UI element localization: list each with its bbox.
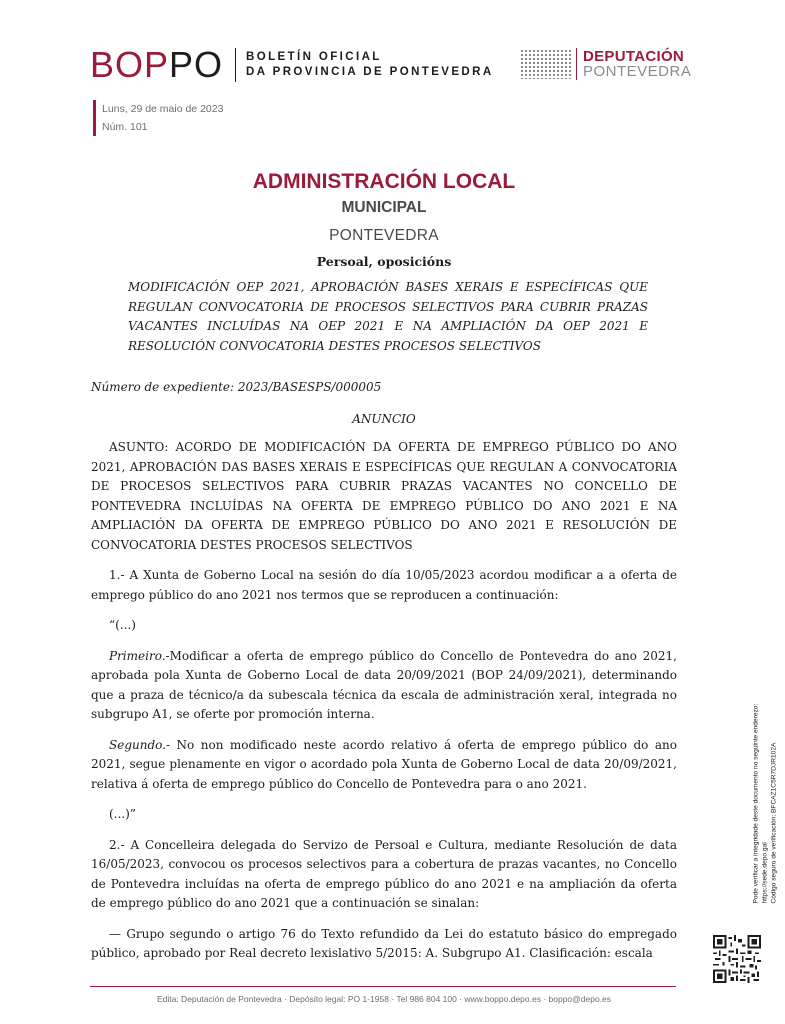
logo-divider	[235, 48, 236, 82]
section-category: Persoal, oposicións	[316, 254, 452, 269]
logo-subtitle: BOLETÍN OFICIAL DA PROVINCIA DE PONTEVEDRA	[246, 51, 494, 78]
anuncio-heading: ANUNCIO	[352, 411, 416, 426]
summary: MODIFICACIÓN OEP 2021, APROBACIÓN BASES XERAIS E ESPECÍFICAS QUE REGULAN CONVOCATORIA DE PROCESOS SELECTIVOS PARA CUBRIR PRAZAS VACANTES INCLUÍDAS NA OEP 2021 E NA AMPLIACIÓN DA OEP 2021 E RESOLUCIÓN CONVOCATORIA DESTES PROCESOS SELECTIVOS	[128, 280, 648, 353]
deputacion-name: DEPUTACIÓN	[583, 48, 685, 65]
issue-meta	[93, 100, 223, 136]
deputacion-province: PONTEVEDRA	[583, 63, 692, 80]
paragraph-2: 2.- A Concelleira delegada do Servizo de Persoal e Cultura, mediante Resolución de data 16/05/2023, convocou os procesos selectivos para a cobertura de prazas vacantes, no Concello de Pontevedra incluídas na oferta de emprego público do ano 2021 e na ampliación da oferta de emprego público do ano 2021 que a continuación se sinalan:	[91, 837, 677, 910]
issue-number: Núm. 101	[102, 121, 148, 133]
deputacion-logo	[520, 48, 691, 80]
quote-close: (...)”	[109, 807, 136, 821]
quote-open: “(...)	[109, 618, 136, 632]
deputacion-divider	[576, 48, 577, 80]
asunto-paragraph: ASUNTO: ACORDO DE MODIFICACIÓN DA OFERTA DE EMPREGO PÚBLICO DO ANO 2021, APROBACIÓN DAS BASES XERAIS E ESPECÍFICAS QUE REGULAN A CONVOCATORIA DE PROCESOS SELECTIVOS PARA CUBRIR PRAZAS VACANTES NO CONCELLO DE PONTEVEDRA INCLUÍDAS NA OFERTA DE EMPREGO PÚBLICO DO ANO 2021 E NA AMPLIACIÓN DA OFERTA DE EMPREGO PÚBLICO DO ANO 2021 E RESOLUCIÓN DE CONVOCATORIA DESTES PROCESOS SELECTIVOS	[91, 440, 677, 552]
expediente-number: Número de expediente: 2023/BASESPS/000005	[91, 380, 382, 394]
dot-pattern-icon	[520, 49, 572, 79]
verification-text: Pode verificar a integridade deste documento no seguinte enderezo: https://sede.depo.gal Código seguro de verificación: BFCAZ1C5R7DJR102A	[752, 692, 779, 904]
verification-link[interactable]: https://sede.depo.gal	[761, 842, 769, 904]
section-subtitle: MUNICIPAL	[341, 199, 427, 216]
qr-code-icon	[713, 935, 761, 983]
primeiro-paragraph: Primeiro.-Modificar a oferta de emprego público do Concello de Pontevedra do ano 2021, aprobada pola Xunta de Goberno Local de data 20/09/2021 (BOP 24/09/2021), determinando que a praza de técnico/a da subescala técnica da escala de administración xeral, integrada no subgrupo A1, se oferte por promoción interna.	[91, 648, 677, 721]
footer-divider	[90, 986, 676, 987]
document-body	[91, 378, 677, 974]
section-title: ADMINISTRACIÓN LOCAL	[252, 170, 516, 193]
issue-date: Luns, 29 de maio de 2023	[102, 103, 224, 115]
section-city: PONTEVEDRA	[329, 227, 439, 244]
verification-sidebar	[725, 702, 785, 916]
paragraph-3: — Grupo segundo o artigo 76 do Texto refundido da Lei do estatuto básico do empregado público, aprobado por Real decreto lexislativo 5/2015: A. Subgrupo A1. Clasificación: escala	[91, 926, 677, 960]
logo-wordmark: BOPPO	[90, 44, 224, 85]
segundo-paragraph: Segundo.- No non modificado neste acordo relativo á oferta de emprego público do ano 2021, segue plenamente en vigor o acordado pola Xunta de Goberno Local de data 20/09/2021, relativa á oferta de emprego público do Concello de Pontevedra para o ano 2021.	[91, 737, 677, 791]
boppo-logo	[90, 44, 494, 85]
footer-text: Edita: Deputación de Pontevedra · Depósito legal: PO 1-1958 · Tel 986 804 100 · www.boppo.depo.es · boppo@depo.es	[156, 994, 612, 1004]
paragraph-1: 1.- A Xunta de Goberno Local na sesión do día 10/05/2023 acordou modificar a a oferta de emprego público do ano 2021 nos termos que se reproducen a continuación:	[91, 568, 677, 602]
